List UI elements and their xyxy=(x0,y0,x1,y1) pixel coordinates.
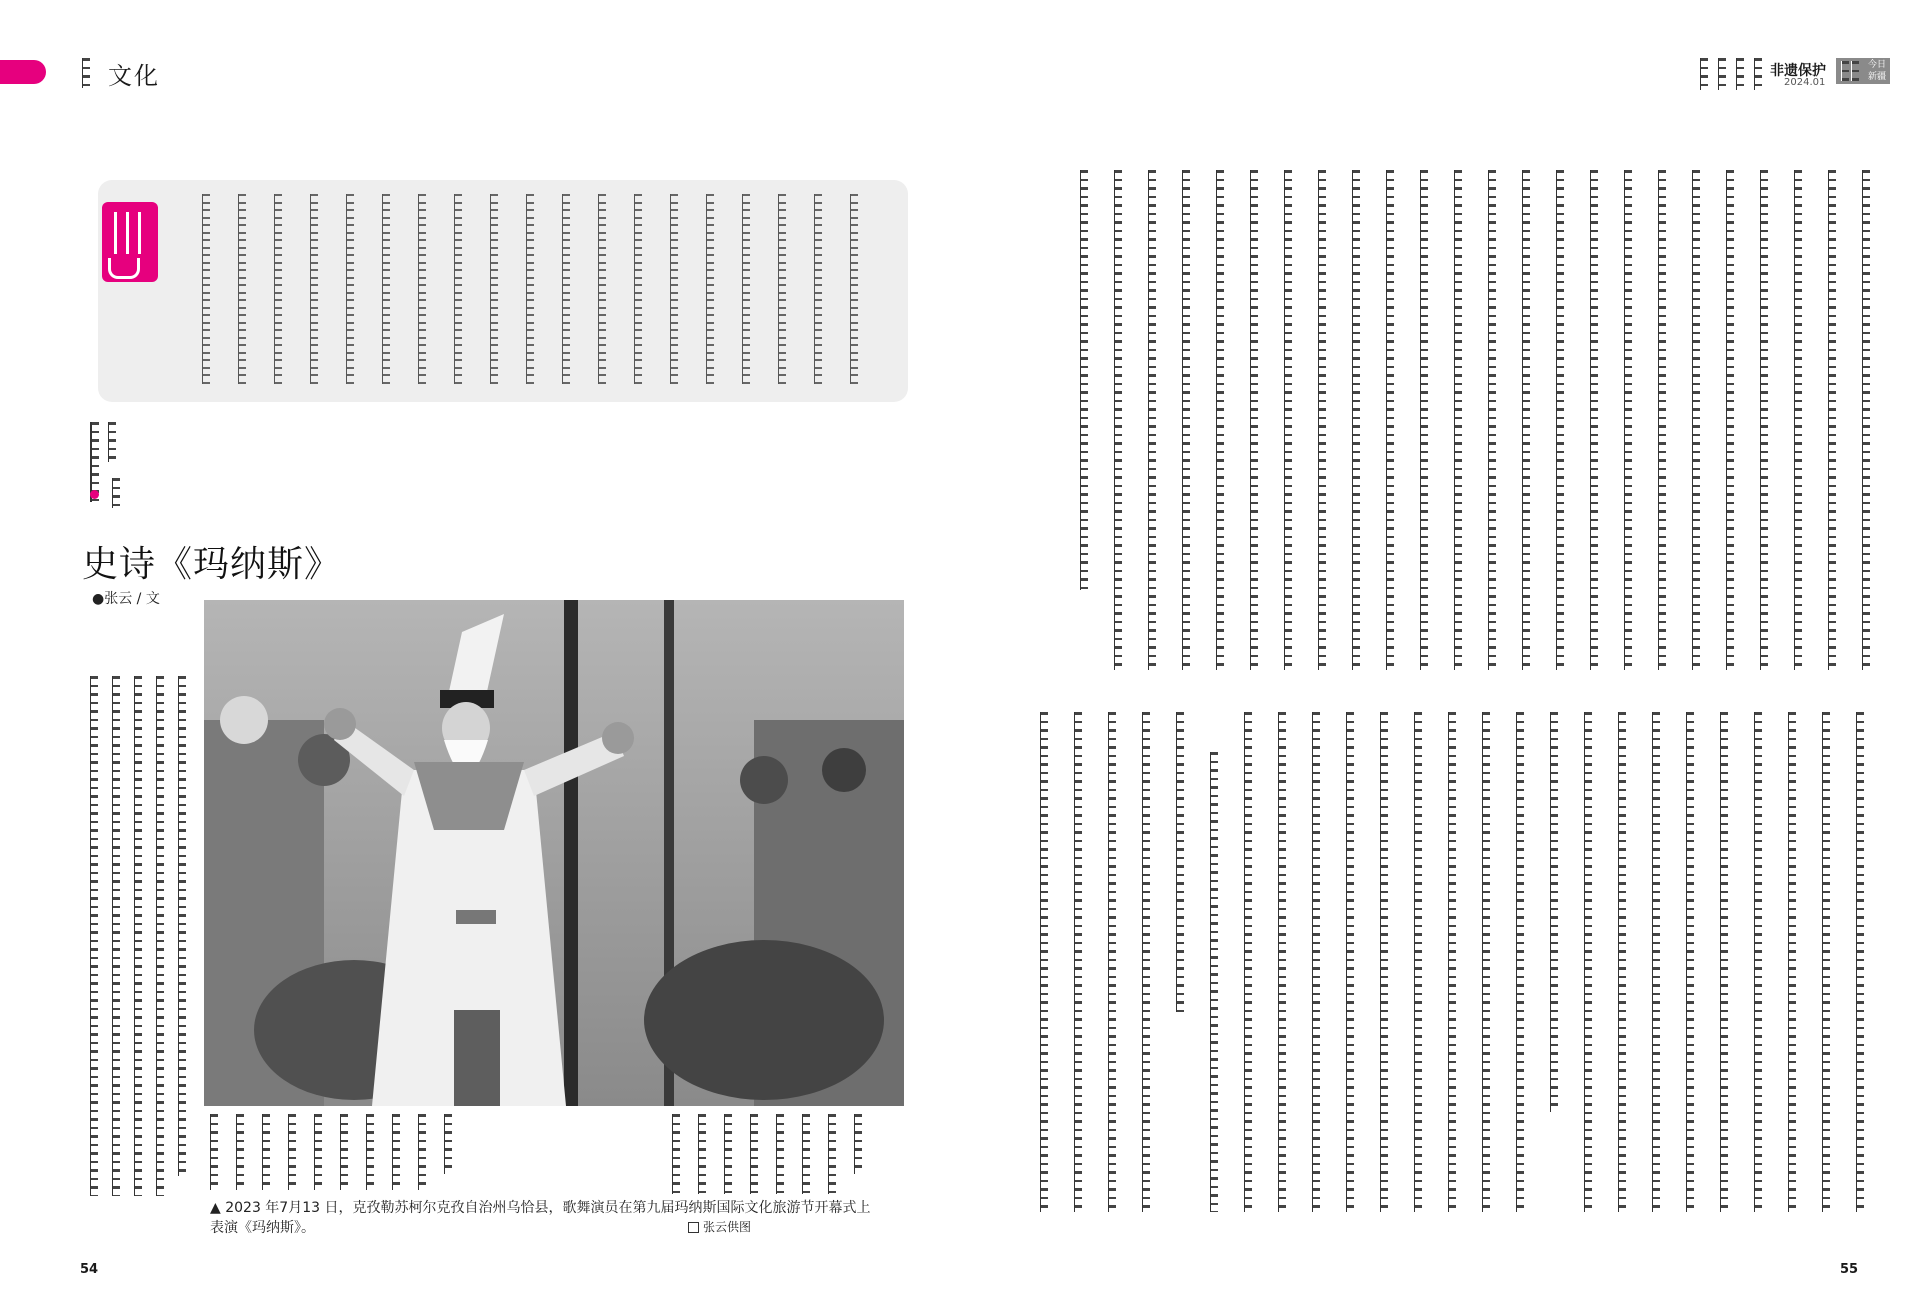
header-label: 非遗保护 xyxy=(1770,63,1826,79)
section-title-mongolian xyxy=(80,58,94,88)
byline xyxy=(92,588,160,608)
body-text-left xyxy=(90,676,200,1204)
body-text-right-lower xyxy=(1040,712,1890,1252)
page-number-right: 55 xyxy=(1840,1262,1859,1277)
abstract-badge xyxy=(102,202,158,282)
article-title: 史诗《玛纳斯》 xyxy=(82,544,342,585)
header-mongolian-right xyxy=(1700,58,1764,94)
credit-box-icon xyxy=(688,1222,699,1233)
photo-credit-text: 张云供图 xyxy=(703,1220,752,1234)
magazine-logo xyxy=(1836,58,1890,84)
magazine-logo-text: 今日新疆 xyxy=(1867,60,1886,82)
issue-number: 2024.01 xyxy=(1784,77,1826,88)
byline-text: ●张云 / 文 xyxy=(92,591,160,607)
performance-photo xyxy=(204,600,904,1106)
title-mongolian xyxy=(88,418,128,518)
caption-mongolian xyxy=(672,1110,902,1202)
page-number-left: 54 xyxy=(80,1262,99,1277)
photo-credit xyxy=(688,1218,751,1235)
author-mongolian xyxy=(112,478,122,508)
abstract-box xyxy=(98,180,908,402)
body-text-right-upper xyxy=(1080,170,1890,690)
title-dot xyxy=(90,490,99,499)
section-title: 文化 xyxy=(108,62,160,90)
caption-mongolian-left xyxy=(210,1110,510,1196)
photo-caption: ▲ 2023 年7月13 日，克孜勒苏柯尔克孜自治州乌恰县，歌舞演员在第九届玛纳斯国际文化旅游节开幕式上表演《玛纳斯》。 xyxy=(210,1200,871,1236)
section-marker xyxy=(0,60,46,84)
